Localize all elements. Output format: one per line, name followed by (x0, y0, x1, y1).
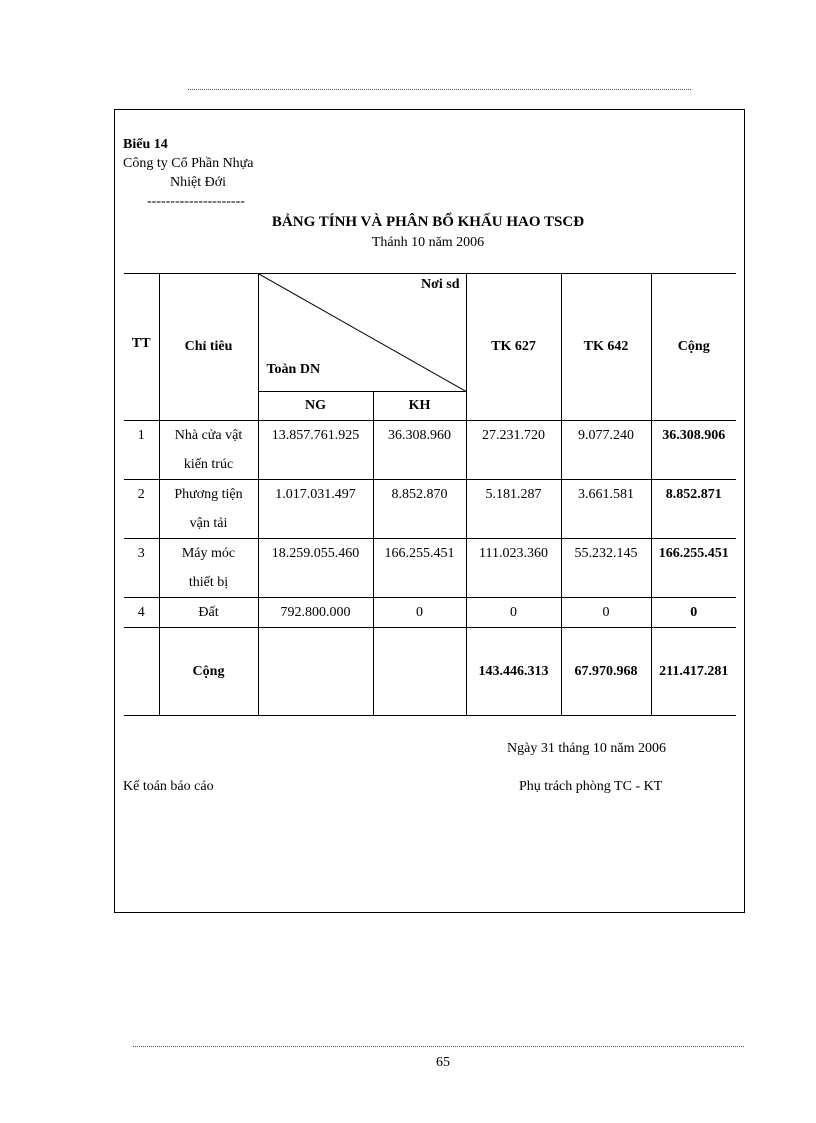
row-tt: 1 (137, 428, 145, 443)
row-label-line2: kiến trúc (183, 457, 234, 472)
row-tt: 3 (137, 546, 145, 561)
row-tk627: 0 (510, 605, 517, 620)
row-kh: 8.852.870 (391, 487, 448, 502)
header-diagonal-cell (258, 274, 466, 392)
row-tk627: 27.231.720 (482, 428, 545, 443)
table-row (124, 539, 736, 598)
row-ng: 18.259.055.460 (271, 546, 360, 561)
table-row (124, 421, 736, 480)
total-tk627: 143.446.313 (466, 628, 561, 716)
row-label: Nhà cửa vật (174, 428, 243, 443)
row-label: Máy móc (181, 546, 236, 561)
row-tt: 2 (137, 487, 145, 502)
row-tk642: 0 (602, 605, 610, 620)
row-tk642: 55.232.145 (574, 546, 638, 561)
page-number: 65 (436, 1055, 450, 1070)
row-kh: 36.308.960 (388, 428, 451, 443)
header-cong: Cộng (651, 274, 736, 421)
report-date: Ngày 31 tháng 10 năm 2006 (507, 741, 667, 756)
row-cong: 36.308.906 (662, 428, 726, 443)
row-cong: 0 (690, 605, 698, 620)
table-row (124, 480, 736, 539)
row-cong: 8.852.871 (665, 487, 722, 502)
row-tk642: 3.661.581 (578, 487, 634, 502)
header-tt: TT (131, 336, 151, 351)
page-subtitle: Thánh 10 năm 2006 (371, 235, 485, 250)
row-ng: 13.857.761.925 (271, 428, 360, 443)
company-name: Công ty Cổ Phần Nhựa (123, 156, 254, 171)
header-tk627: TK 627 (466, 274, 561, 421)
header-toan-dn: Toàn DN (266, 362, 321, 377)
header-noi-sd: Nơi sd (421, 277, 460, 292)
manager-signature-label: Phụ trách phòng TC - KT (519, 779, 663, 794)
depreciation-table (124, 273, 736, 716)
header-ng: NG (258, 392, 373, 421)
header-separator: --------------------- (147, 194, 245, 209)
total-label: Cộng (159, 628, 258, 716)
total-tk642: 67.970.968 (561, 628, 651, 716)
row-label-line2: thiết bị (188, 575, 229, 590)
company-name-line2: Nhiệt Đới (170, 175, 227, 190)
accountant-signature-label: Kế toán báo cáo (123, 779, 214, 794)
header-chi-tieu: Chỉ tiêu (159, 274, 258, 421)
row-tk627: 111.023.360 (479, 546, 548, 561)
row-ng: 792.800.000 (280, 605, 351, 620)
row-kh: 0 (416, 605, 423, 620)
total-cong: 211.417.281 (651, 628, 736, 716)
row-ng: 1.017.031.497 (275, 487, 356, 502)
row-label: Đất (198, 605, 219, 620)
top-dotted-rule (188, 89, 691, 90)
row-label-line2: vận tải (189, 516, 228, 531)
header-tk642: TK 642 (561, 274, 651, 421)
row-tt: 4 (137, 605, 145, 620)
form-number: Biểu 14 (123, 137, 168, 152)
page-title: BẢNG TÍNH VÀ PHÂN BỔ KHẤU HAO TSCĐ (271, 214, 585, 230)
table-row (124, 598, 736, 628)
row-kh: 166.255.451 (384, 546, 455, 561)
row-tk627: 5.181.287 (485, 487, 542, 502)
total-row (124, 628, 736, 716)
bottom-dotted-rule (133, 1046, 744, 1047)
row-label: Phương tiện (174, 487, 243, 502)
header-kh: KH (373, 392, 466, 421)
row-tk642: 9.077.240 (578, 428, 634, 443)
row-cong: 166.255.451 (658, 546, 729, 561)
